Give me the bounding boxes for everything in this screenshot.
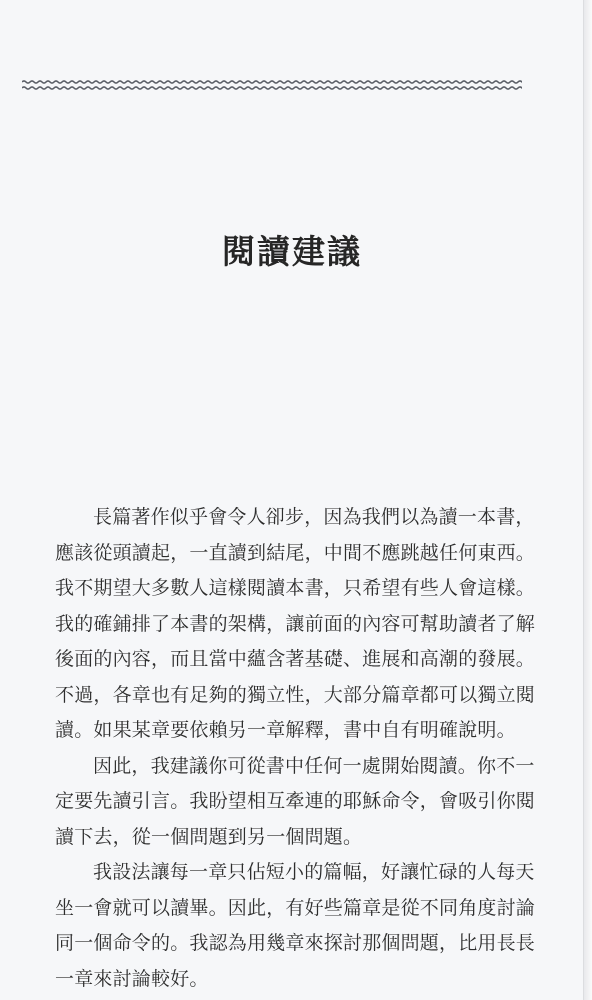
paragraph-1: 長篇著作似乎會令人卻步，因為我們以為讀一本書，應該從頭讀起，一直讀到結尾，中間不應跳越任何東西。我不期望大多數人這樣閱讀本書，只希望有些人會這樣。我的確鋪排了本書的架構，讓前面的內容可幫助讀者了解後面的內容，而且當中蘊含著基礎、進展和高潮的發展。不過，各章也有足夠的獨立性，大部分篇章都可以獨立閱讀。如果某章要依賴另一章解釋，書中自有明確說明。 [55,506,536,741]
page-title: 閱讀建議 [222,232,362,271]
paragraph-2: 因此，我建議你可從書中任何一處開始閱讀。你不一定要先讀引言。我盼望相互牽連的耶穌命令，會吸引你閱讀下去，從一個問題到另一個問題。 [55,754,536,848]
body-text [55,500,545,997]
page-edge [583,0,592,1000]
wavy-divider [22,78,522,92]
paragraph-3: 我設法讓每一章只佔短小的篇幅，好讓忙碌的人每天坐一會就可以讀畢。因此，有好些篇章是從不同角度討論同一個命令的。我認為用幾章來探討那個問題，比用長長一章來討論較好。 [55,861,536,990]
